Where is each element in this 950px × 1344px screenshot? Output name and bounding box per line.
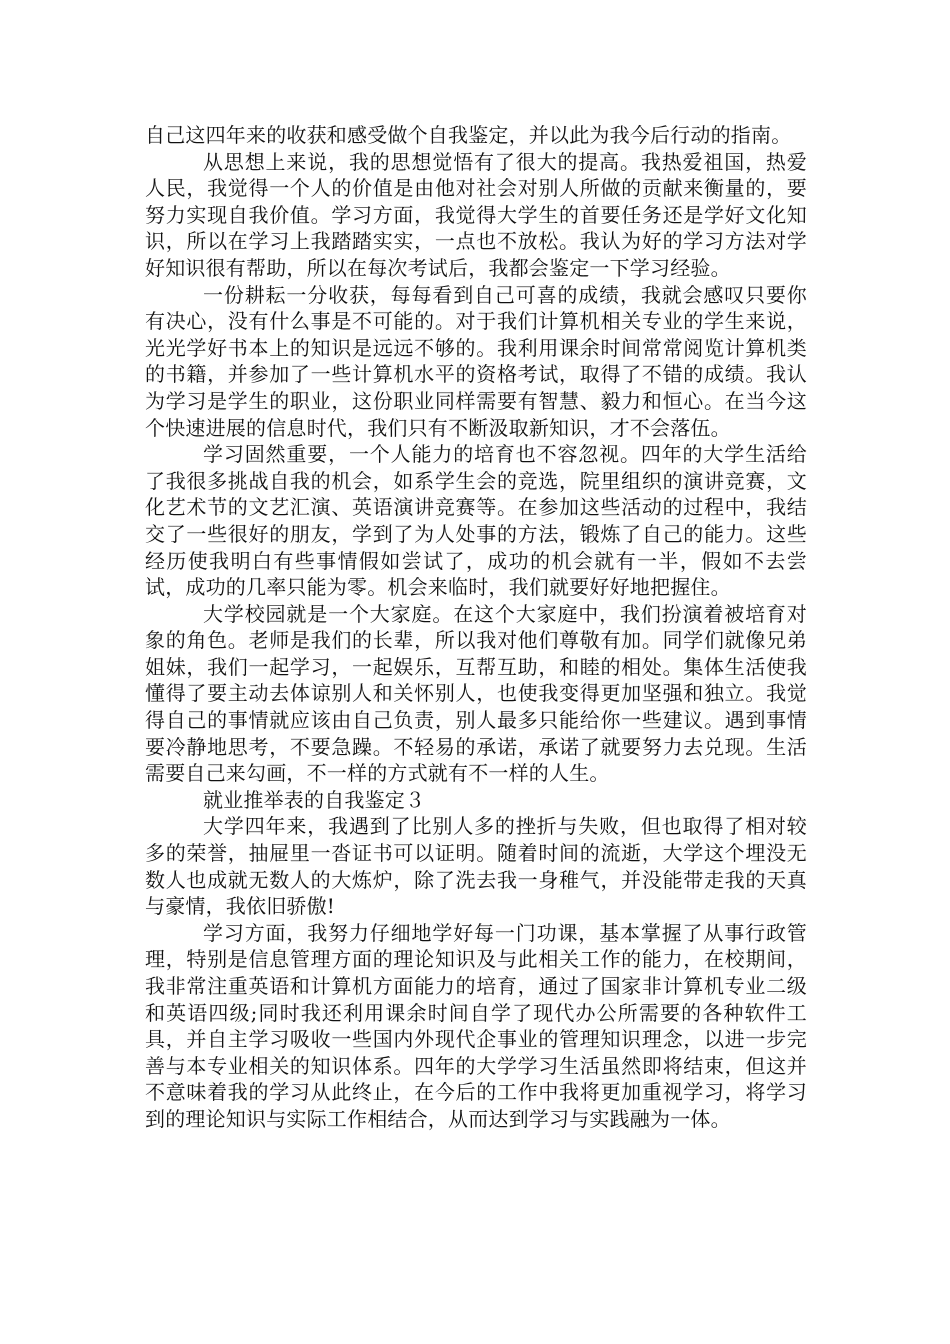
paragraph-3: 一份耕耘一分收获，每每看到自己可喜的成绩，我就会感叹只要你有决心，没有什么事是不可能的。对于我们计算机相关专业的学生来说，光光学好书本上的知识是远远不够的。我利用课余时间常常阅览计算机类的书籍，并参加了一些计算机水平的资格考试，取得了不错的成绩。我认为学习是学生的职业，这份职业同样需要有智慧、毅力和恒心。在当今这个快速进展的信息时代，我们只有不断汲取新知识，才不会落伍。: [145, 282, 807, 440]
paragraph-7: 学习方面，我努力仔细地学好每一门功课，基本掌握了从事行政管理，特别是信息管理方面的理论知识及与此相关工作的能力，在校期间，我非常注重英语和计算机方面能力的培育，通过了国家非计算机专业二级和英语四级;同时我还利用课余时间自学了现代办公所需要的各种软件工具，并自主学习吸收一些国内外现代企事业的管理知识理念，以进一步完善与本专业相关的知识体系。四年的大学学习生活虽然即将结束，但这并不意味着我的学习从此终止，在今后的工作中我将更加重视学习，将学习到的理论知识与实际工作相结合，从而达到学习与实践融为一体。: [145, 920, 807, 1131]
paragraph-4: 学习固然重要，一个人能力的培育也不容忽视。四年的大学生活给了我很多挑战自我的机会，如系学生会的竞选，院里组织的演讲竞赛，文化艺术节的文艺汇演、英语演讲竞赛等。在参加这些活动的过程中，我结交了一些很好的朋友，学到了为人处事的方法，锻炼了自己的能力。这些经历使我明白有些事情假如尝试了，成功的机会就有一半，假如不去尝试，成功的几率只能为零。机会来临时，我们就要好好地把握住。: [145, 442, 807, 600]
paragraph-1: 自己这四年来的收获和感受做个自我鉴定，并以此为我今后行动的指南。: [145, 123, 792, 147]
document-body: [145, 122, 807, 1133]
paragraph-6: 大学四年来，我遇到了比别人多的挫折与失败，但也取得了相对较多的荣誉，抽屉里一沓证书可以证明。随着时间的流逝，大学这个埋没无数人也成就无数人的大炼炉，除了洗去我一身稚气，并没能带走我的天真与豪情，我依旧骄傲!: [145, 814, 807, 919]
section-heading: 就业推举表的自我鉴定３: [203, 787, 426, 812]
paragraph-5: 大学校园就是一个大家庭。在这个大家庭中，我们扮演着被培育对象的角色。老师是我们的长辈，所以我对他们尊敬有加。同学们就像兄弟姐妹，我们一起学习，一起娱乐，互帮互助，和睦的相处。集体生活使我懂得了要主动去体谅别人和关怀别人，也使我变得更加坚强和独立。我觉得自己的事情就应该由自己负责，别人最多只能给你一些建议。遇到事情要冷静地思考，不要急躁。不轻易的承诺，承诺了就要努力去兑现。生活需要自己来勾画，不一样的方式就有不一样的人生。: [145, 601, 807, 786]
paragraph-2: 从思想上来说，我的思想觉悟有了很大的提高。我热爱祖国，热爱人民，我觉得一个人的价值是由他对社会对别人所做的贡献来衡量的，要努力实现自我价值。学习方面，我觉得大学生的首要任务还是学好文化知识，所以在学习上我踏踏实实，一点也不放松。我认为好的学习方法对学好知识很有帮助，所以在每次考试后，我都会鉴定一下学习经验。: [145, 149, 807, 280]
